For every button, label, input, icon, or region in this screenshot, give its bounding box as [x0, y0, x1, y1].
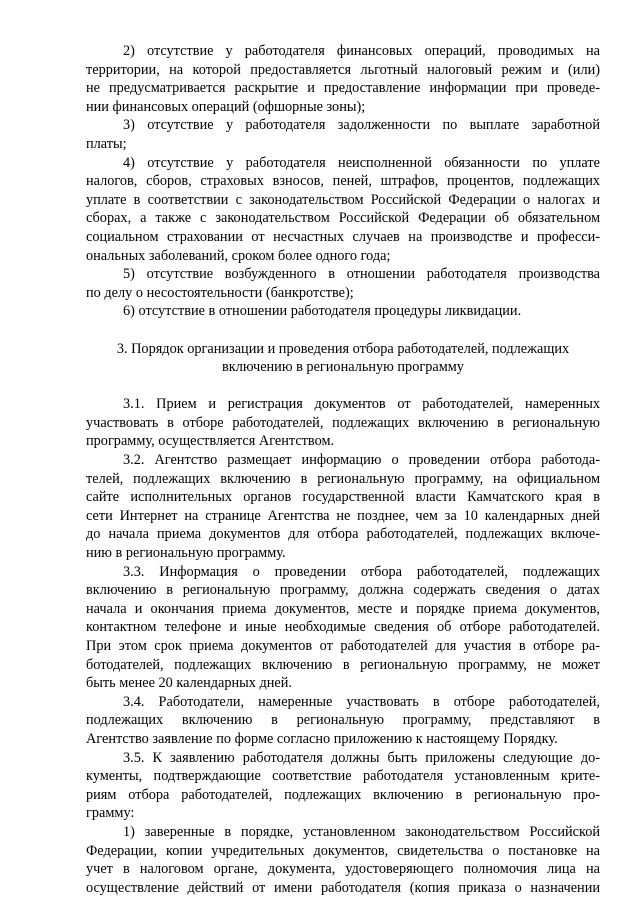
text-line: нии финансовых операций (офшорные зоны); — [86, 98, 366, 115]
spacer — [86, 321, 600, 340]
paragraph-item-3 — [86, 116, 600, 153]
text-line: риям отбора работодателей, подлежащих включению в региональную про- — [86, 786, 600, 803]
text-line: программу, осуществляется Агентством. — [86, 433, 335, 450]
paragraph-item-6 — [86, 302, 600, 321]
text-line: 6) отсутствие в отношении работодателя процедуры ликвидации. — [123, 303, 522, 320]
text-line: сайте исполнительных органов государственной власти Камчатского края в — [86, 489, 600, 506]
text-line: грамму: — [86, 805, 135, 822]
text-line: учет в налоговом органе, документа, удостоверяющего полномочия лица на — [86, 861, 600, 878]
text-line: 3.2. Агентство размещает информацию о проведении отбора работода- — [123, 452, 600, 469]
text-line: сети Интернет на странице Агентства не позднее, чем за 10 календарных дней — [86, 507, 600, 524]
text-line: начала и окончания приема документов, месте и порядке приема документов, — [86, 600, 600, 617]
text-line: 1) заверенные в порядке, установленном законодательством Российской — [123, 823, 600, 840]
text-line: по делу о несостоятельности (банкротстве); — [86, 284, 354, 301]
text-line: 3.3. Информация о проведении отбора работодателей, подлежащих — [123, 563, 600, 580]
text-line: кументы, подтверждающие соответствие работодателя установленным крите- — [86, 768, 600, 785]
text-line: социальном страховании от несчастных случаев на производстве и професси- — [86, 228, 600, 245]
text-line: быть менее 20 календарных дней. — [86, 675, 292, 692]
text-line: подлежащих включению в региональную программу, представляют в — [86, 712, 600, 729]
section-heading-line-2: включению в региональную программу — [222, 359, 464, 376]
text-line: 4) отсутствие у работодателя неисполненной обязанности по уплате — [123, 154, 600, 171]
section-paragraph-3-5 — [86, 749, 600, 823]
section-paragraph-3-3 — [86, 563, 600, 693]
section-paragraph-3-1 — [86, 395, 600, 451]
paragraph-item-4 — [86, 154, 600, 266]
text-line: ботодателей, подлежащих включению в региональную программу, не может — [86, 656, 600, 673]
section-heading — [86, 340, 600, 377]
spacer — [86, 377, 600, 396]
text-line: 3) отсутствие у работодателя задолженности по выплате заработной — [123, 117, 600, 134]
text-line: до начала приема документов для отбора работодателей, подлежащих включе- — [86, 526, 600, 543]
text-line: налогов, сборов, страховых взносов, пеней, штрафов, процентов, подлежащих — [86, 173, 600, 190]
section-paragraph-3-4 — [86, 693, 600, 749]
text-line: телей, подлежащих включению в региональную программу, на официальном — [86, 470, 600, 487]
document-page — [86, 42, 600, 897]
section-paragraph-3-5-item-1 — [86, 823, 600, 897]
text-line: 5) отсутствие возбужденного в отношении работодателя производства — [123, 266, 600, 283]
text-line: территории, на которой предоставляется льготный налоговый режим и (или) — [86, 61, 600, 78]
section-paragraph-3-2 — [86, 451, 600, 563]
paragraph-item-2 — [86, 42, 600, 116]
text-line: нию в региональную программу. — [86, 545, 286, 562]
text-line: ональных заболеваний, сроком более одного года; — [86, 247, 391, 264]
text-line: Федерации, копии учредительных документов, свидетельства о постановке на — [86, 842, 600, 859]
text-line: уплате в соответствии с законодательством Российской Федерации о налогах и — [86, 191, 600, 208]
text-line: Агентство заявление по форме согласно приложению к настоящему Порядку. — [86, 730, 558, 747]
text-line: осуществление действий от имени работодателя (копия приказа о назначении — [86, 879, 600, 896]
text-line: 2) отсутствие у работодателя финансовых операций, проводимых на — [123, 43, 600, 59]
text-line: платы; — [86, 135, 127, 152]
text-line: не предусматривается раскрытие и предоставление информации при проведе- — [86, 80, 600, 97]
text-line: 3.4. Работодатели, намеренные участвовать в отборе работодателей, — [123, 693, 600, 710]
text-line: 3.5. К заявлению работодателя должны быть приложены следующие до- — [123, 749, 600, 766]
section-heading-line-1: 3. Порядок организации и проведения отбора работодателей, подлежащих — [116, 340, 570, 357]
text-line: сборах, а также с законодательством Российской Федерации об обязательном — [86, 210, 600, 227]
paragraph-item-5 — [86, 265, 600, 302]
text-line: При этом срок приема документов от работодателей для участия в отборе ра- — [86, 638, 600, 654]
text-line: участвовать в отборе работодателей, подлежащих включению в региональную — [86, 414, 600, 431]
text-line: включению в региональную программу, должна содержать сведения о датах — [86, 582, 600, 599]
text-line: 3.1. Прием и регистрация документов от работодателей, намеренных — [123, 396, 600, 413]
text-line: контактном телефоне и иные необходимые сведения об отборе работодателей. — [86, 619, 600, 636]
